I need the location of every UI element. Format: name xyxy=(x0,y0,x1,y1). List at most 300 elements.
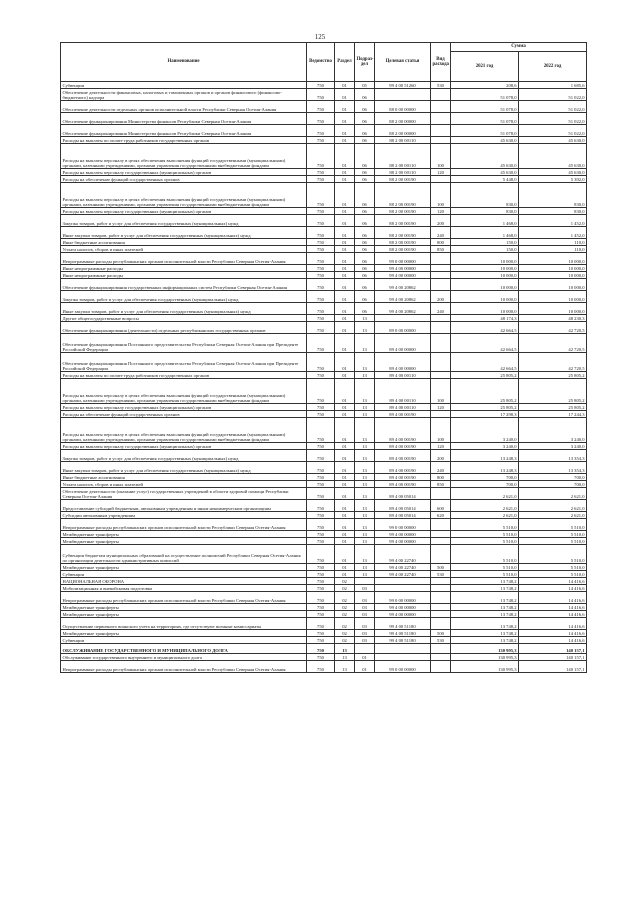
table-cell-podrazdel: 13 xyxy=(355,488,375,500)
table-row xyxy=(61,169,587,176)
table-cell-cel: 88 0 00 00000 xyxy=(375,101,431,113)
table-cell-razdel: 02 xyxy=(335,585,355,592)
table-cell-name: Непрограммные расходы республиканских органов исполнительной власти Республики Северная Осетия-Алания xyxy=(61,519,307,531)
table-cell-podrazdel: 06 xyxy=(355,169,375,176)
table-cell-2022: 45 630,0 xyxy=(519,144,587,169)
table-cell-cel xyxy=(375,578,431,585)
table-cell-2022: 14 416,6 xyxy=(519,630,587,637)
table-cell-name: Обеспечение функционирования Постоянного представительства Республики Северная Осетия-Алания при Президенте Российской Федерации xyxy=(61,334,307,353)
table-cell-name: Субвенции бюджетам муниципальных образований на осуществление полномочий Республики Северная Осетия-Алания по организации деятельности административных комиссий xyxy=(61,545,307,564)
table-cell-name: Иные закупки товаров, работ и услуг для обеспечения государственных (муниципальных) нужд xyxy=(61,462,307,474)
table-cell-podrazdel: 13 xyxy=(355,315,375,322)
table-cell-ved: 750 xyxy=(307,604,335,611)
table-cell-vid: 530 xyxy=(431,82,451,89)
table-cell-podrazdel xyxy=(355,644,375,654)
table-row xyxy=(61,239,587,246)
table-cell-2021: 1 468,0 xyxy=(451,227,519,239)
table-cell-podrazdel: 06 xyxy=(355,279,375,291)
table-cell-cel: 89 4 00 00190 xyxy=(375,450,431,462)
table-cell-razdel: 01 xyxy=(335,443,355,450)
table-cell-cel: 89 4 00 00000 xyxy=(375,334,431,353)
table-cell-2021: 13 748,2 xyxy=(451,604,519,611)
table-cell-vid xyxy=(431,322,451,334)
table-cell-razdel: 01 xyxy=(335,571,355,578)
table-cell-cel: 88 2 00 00000 xyxy=(375,125,431,137)
table-cell-podrazdel: 06 xyxy=(355,272,375,279)
table-cell-podrazdel: 06 xyxy=(355,253,375,265)
table-cell-razdel: 01 xyxy=(335,404,355,411)
table-cell-vid: 240 xyxy=(431,227,451,239)
table-cell-name: Иные закупки товаров, работ и услуг для обеспечения государственных (муниципальных) нужд xyxy=(61,303,307,315)
table-cell-2022: 5 510,0 xyxy=(519,519,587,531)
table-cell-2021: 10 000,0 xyxy=(451,265,519,272)
table-cell-ved: 750 xyxy=(307,418,335,443)
table-cell-2022: 51 022,0 xyxy=(519,89,587,101)
table-cell-2021: 10 000,0 xyxy=(451,279,519,291)
table-cell-name: Закупка товаров, работ и услуг для обеспечения государственных (муниципальных) нужд xyxy=(61,215,307,227)
table-cell-razdel: 01 xyxy=(335,89,355,101)
table-cell-2021: 2 621,0 xyxy=(451,500,519,512)
table-row xyxy=(61,585,587,592)
table-row xyxy=(61,246,587,253)
table-cell-vid: 100 xyxy=(431,144,451,169)
table-cell-razdel: 01 xyxy=(335,512,355,519)
table-cell-2022: 45 630,0 xyxy=(519,169,587,176)
table-cell-2021: 150,0 xyxy=(451,239,519,246)
table-cell-razdel: 01 xyxy=(335,125,355,137)
table-cell-podrazdel: 13 xyxy=(355,474,375,481)
table-cell-2022: 17 244,3 xyxy=(519,411,587,418)
table-cell-ved: 750 xyxy=(307,644,335,654)
table-cell-cel xyxy=(375,654,431,661)
table-cell-razdel: 13 xyxy=(335,654,355,661)
table-cell-cel: 88 2 00 00190 xyxy=(375,239,431,246)
table-cell-ved: 750 xyxy=(307,125,335,137)
table-cell-name: Межбюджетные трансферты xyxy=(61,611,307,618)
table-row xyxy=(61,265,587,272)
table-cell-2022: 3 240,0 xyxy=(519,418,587,443)
table-cell-podrazdel: 06 xyxy=(355,291,375,303)
table-cell-2021: 5 510,0 xyxy=(451,531,519,538)
table-cell-ved: 750 xyxy=(307,538,335,545)
table-cell-ved: 750 xyxy=(307,227,335,239)
table-cell-2021: 51 078,0 xyxy=(451,125,519,137)
table-cell-ved: 750 xyxy=(307,545,335,564)
table-row xyxy=(61,315,587,322)
table-cell-razdel: 01 xyxy=(335,208,355,215)
table-row xyxy=(61,604,587,611)
table-cell-2022: 5 510,0 xyxy=(519,538,587,545)
table-cell-razdel: 01 xyxy=(335,353,355,372)
table-cell-ved: 750 xyxy=(307,411,335,418)
header-podrazdel: Подраз-дел xyxy=(355,43,375,82)
table-cell-cel xyxy=(375,585,431,592)
table-cell-ved: 750 xyxy=(307,169,335,176)
table-cell-name: Обеспечение деятельности отдельных органов исполнительной власти Республики Северная Осетия-Алания xyxy=(61,101,307,113)
table-cell-2021: 5 510,0 xyxy=(451,571,519,578)
table-cell-podrazdel: 06 xyxy=(355,144,375,169)
table-cell-vid xyxy=(431,538,451,545)
table-row xyxy=(61,279,587,291)
table-cell-razdel: 01 xyxy=(335,418,355,443)
table-cell-2021: 1 468,0 xyxy=(451,215,519,227)
table-cell-name: Расходы на выплаты персоналу государственных (муниципальных) органов xyxy=(61,404,307,411)
table-row xyxy=(61,578,587,585)
table-cell-vid xyxy=(431,578,451,585)
table-cell-ved: 750 xyxy=(307,481,335,488)
table-row xyxy=(61,137,587,144)
table-cell-vid xyxy=(431,253,451,265)
table-cell-razdel: 01 xyxy=(335,239,355,246)
table-cell-name: Расходы на выплаты персоналу в целях обеспечения выполнения функций государственными (муниципальными) органами, казенными учреждениями, органами управления государственными внебюджетными фондами xyxy=(61,144,307,169)
table-cell-vid xyxy=(431,411,451,418)
table-cell-2021: 10 000,0 xyxy=(451,291,519,303)
table-cell-name: Расходы на выплаты персоналу в целях обеспечения выполнения функций государственными (муниципальными) органами, казенными учреждениями, органами управления государственными внебюджетными фондами xyxy=(61,183,307,208)
table-cell-podrazdel: 03 xyxy=(355,618,375,630)
table-row xyxy=(61,462,587,474)
table-cell-2022: 48 230,3 xyxy=(519,315,587,322)
table-cell-cel: 89 4 00 00110 xyxy=(375,379,431,404)
table-cell-name: Обеспечение деятельности финансовых, налоговых и таможенных органов и органов финансового (финансово-бюджетного) надзора xyxy=(61,89,307,101)
table-row xyxy=(61,208,587,215)
table-cell-2022: 10 000,0 xyxy=(519,253,587,265)
table-cell-vid: 800 xyxy=(431,239,451,246)
table-cell-podrazdel: 01 xyxy=(355,661,375,673)
table-cell-ved: 750 xyxy=(307,315,335,322)
table-cell-2022: 110,0 xyxy=(519,246,587,253)
table-cell-podrazdel: 06 xyxy=(355,208,375,215)
table-cell-2022: 10 000,0 xyxy=(519,303,587,315)
table-cell-name: ОБСЛУЖИВАНИЕ ГОСУДАРСТВЕННОГО И МУНИЦИПАЛЬНОГО ДОЛГА xyxy=(61,644,307,654)
table-cell-ved: 750 xyxy=(307,144,335,169)
header-vid: Вид расхода xyxy=(431,43,451,82)
table-row xyxy=(61,571,587,578)
table-cell-name: Обслуживание государственного внутреннего и муниципального долга xyxy=(61,654,307,661)
header-name: Наименование xyxy=(61,43,307,82)
header-year-2021: 2021 год xyxy=(451,52,519,82)
table-cell-2022: 14 416,6 xyxy=(519,592,587,604)
table-cell-ved: 750 xyxy=(307,113,335,125)
table-cell-2022: 51 022,0 xyxy=(519,125,587,137)
table-cell-ved: 750 xyxy=(307,450,335,462)
table-cell-ved: 750 xyxy=(307,618,335,630)
table-cell-name: Субвенции xyxy=(61,637,307,644)
table-cell-cel: 99 4 00 22740 xyxy=(375,545,431,564)
table-cell-razdel: 01 xyxy=(335,101,355,113)
table-cell-2022: 14 416,6 xyxy=(519,604,587,611)
table-cell-2022: 42 720,5 xyxy=(519,353,587,372)
table-cell-razdel: 01 xyxy=(335,372,355,379)
table-cell-razdel: 01 xyxy=(335,488,355,500)
table-cell-name: Уплата налогов, сборов и иных платежей xyxy=(61,481,307,488)
table-cell-razdel: 01 xyxy=(335,545,355,564)
table-cell-vid xyxy=(431,272,451,279)
table-cell-2022: 25 805,2 xyxy=(519,404,587,411)
table-cell-2022: 5 510,0 xyxy=(519,545,587,564)
table-cell-2021: 13 248,3 xyxy=(451,450,519,462)
table-cell-podrazdel: 13 xyxy=(355,538,375,545)
table-row xyxy=(61,644,587,654)
table-cell-ved: 750 xyxy=(307,353,335,372)
table-cell-ved: 750 xyxy=(307,246,335,253)
table-row xyxy=(61,291,587,303)
table-cell-2022: 45 630,0 xyxy=(519,137,587,144)
table-row xyxy=(61,183,587,208)
table-cell-2022: 14 416,6 xyxy=(519,578,587,585)
table-cell-vid: 530 xyxy=(431,571,451,578)
table-cell-ved: 750 xyxy=(307,531,335,538)
table-cell-name: Закупка товаров, работ и услуг для обеспечения государственных (муниципальных) нужд xyxy=(61,291,307,303)
table-cell-razdel: 01 xyxy=(335,411,355,418)
table-cell-cel xyxy=(375,89,431,101)
table-cell-vid xyxy=(431,644,451,654)
table-cell-podrazdel: 13 xyxy=(355,334,375,353)
table-cell-2021: 208,6 xyxy=(451,82,519,89)
table-cell-2022: 51 022,0 xyxy=(519,101,587,113)
table-cell-vid xyxy=(431,488,451,500)
table-cell-podrazdel: 06 xyxy=(355,89,375,101)
table-cell-podrazdel: 01 xyxy=(355,654,375,661)
table-cell-2021: 3 240,0 xyxy=(451,443,519,450)
table-cell-cel: 99 0 00 00000 xyxy=(375,253,431,265)
table-cell-ved: 750 xyxy=(307,488,335,500)
table-cell-2022: 14 416,6 xyxy=(519,585,587,592)
table-cell-name: Межбюджетные трансферты xyxy=(61,604,307,611)
table-cell-2022: 10 000,0 xyxy=(519,265,587,272)
table-cell-ved: 750 xyxy=(307,443,335,450)
table-cell-podrazdel: 13 xyxy=(355,512,375,519)
table-cell-name: Иные закупки товаров, работ и услуг для обеспечения государственных (муниципальных) нужд xyxy=(61,227,307,239)
page-number: 125 xyxy=(314,33,326,41)
table-cell-ved: 750 xyxy=(307,253,335,265)
table-cell-2022: 830,0 xyxy=(519,183,587,208)
table-cell-razdel: 01 xyxy=(335,227,355,239)
table-cell-2022: 3 240,0 xyxy=(519,443,587,450)
table-cell-razdel: 01 xyxy=(335,82,355,89)
table-cell-2021: 700,0 xyxy=(451,474,519,481)
table-cell-podrazdel: 13 xyxy=(355,443,375,450)
table-cell-name: Иные непрограммные расходы xyxy=(61,265,307,272)
table-cell-ved: 750 xyxy=(307,279,335,291)
table-cell-razdel: 02 xyxy=(335,637,355,644)
table-cell-podrazdel: 13 xyxy=(355,531,375,538)
table-row xyxy=(61,227,587,239)
table-cell-podrazdel: 06 xyxy=(355,183,375,208)
table-cell-ved: 750 xyxy=(307,82,335,89)
budget-table xyxy=(60,42,587,673)
table-row xyxy=(61,176,587,183)
table-cell-2021: 150,0 xyxy=(451,246,519,253)
table-row xyxy=(61,322,587,334)
table-cell-cel: 89 4 00 05014 xyxy=(375,500,431,512)
table-cell-cel: 88 2 00 00190 xyxy=(375,176,431,183)
table-row xyxy=(61,500,587,512)
table-cell-podrazdel: 13 xyxy=(355,481,375,488)
table-cell-cel: 89 4 00 00190 xyxy=(375,418,431,443)
table-cell-podrazdel: 06 xyxy=(355,215,375,227)
table-cell-ved: 750 xyxy=(307,379,335,404)
table-cell-2021: 5 510,0 xyxy=(451,564,519,571)
table-cell-podrazdel: 03 xyxy=(355,592,375,604)
table-cell-name: Расходы на выплаты персоналу в целях обеспечения выполнения функций государственными (муниципальными) органами, казенными учреждениями, органами управления государственными внебюджетными фондами xyxy=(61,418,307,443)
table-cell-podrazdel: 13 xyxy=(355,571,375,578)
table-cell-cel: 99 0 00 00000 xyxy=(375,592,431,604)
table-cell-ved: 750 xyxy=(307,322,335,334)
table-cell-vid xyxy=(431,654,451,661)
table-row xyxy=(61,637,587,644)
table-cell-ved: 750 xyxy=(307,564,335,571)
table-cell-razdel: 01 xyxy=(335,379,355,404)
table-cell-name: Расходы на обеспечение функций государственных органов xyxy=(61,411,307,418)
table-cell-name: Обеспечение деятельности (оказание услуг) государственных учреждений в области здоровой помощи Республики Северная Осетия-Алания xyxy=(61,488,307,500)
table-row xyxy=(61,404,587,411)
table-cell-vid xyxy=(431,101,451,113)
table-cell-vid: 100 xyxy=(431,183,451,208)
table-cell-vid xyxy=(431,176,451,183)
table-cell-2021: 13 248,3 xyxy=(451,462,519,474)
table-cell-name: Другие общегосударственные вопросы xyxy=(61,315,307,322)
table-cell-ved: 750 xyxy=(307,585,335,592)
table-cell-razdel: 13 xyxy=(335,661,355,673)
header-summa: Сумма xyxy=(451,43,587,52)
table-cell-cel: 88 2 00 00000 xyxy=(375,113,431,125)
table-cell-vid: 500 xyxy=(431,564,451,571)
table-cell-cel: 99 4 00 22740 xyxy=(375,564,431,571)
table-cell-name: Обеспечение функционирования Постоянного представительства Республики Северная Осетия-Алания при Президенте Российской Федерации xyxy=(61,353,307,372)
table-cell-name: Закупка товаров, работ и услуг для обеспечения государственных (муниципальных) нужд xyxy=(61,450,307,462)
table-cell-cel: 99 0 00 00000 xyxy=(375,519,431,531)
table-cell-2022: 700,0 xyxy=(519,481,587,488)
table-cell-name: Осуществление первичного воинского учета на территориях, где отсутствуют военные комиссариаты xyxy=(61,618,307,630)
table-cell-vid xyxy=(431,125,451,137)
table-cell-2022: 25 805,2 xyxy=(519,372,587,379)
table-cell-podrazdel: 06 xyxy=(355,227,375,239)
table-cell-2021: 13 748,2 xyxy=(451,618,519,630)
table-cell-razdel: 02 xyxy=(335,592,355,604)
table-cell-2022: 1 685,6 xyxy=(519,82,587,89)
table-cell-2022: 14 416,6 xyxy=(519,611,587,618)
table-cell-2022: 14 416,6 xyxy=(519,618,587,630)
table-cell-cel: 99 4 00 51180 xyxy=(375,618,431,630)
table-cell-cel: 99 4 00 22740 xyxy=(375,571,431,578)
table-cell-cel: 99 0 00 00000 xyxy=(375,661,431,673)
table-cell-cel: 99 4 00 51180 xyxy=(375,630,431,637)
table-cell-2021: 51 078,0 xyxy=(451,113,519,125)
table-cell-razdel: 01 xyxy=(335,531,355,538)
table-cell-ved: 750 xyxy=(307,239,335,246)
table-cell-ved: 750 xyxy=(307,89,335,101)
table-cell-razdel: 01 xyxy=(335,474,355,481)
table-cell-cel: 88 2 00 00190 xyxy=(375,227,431,239)
table-cell-name: Субсидии автономным учреждениям xyxy=(61,512,307,519)
table-cell-vid xyxy=(431,585,451,592)
table-cell-2022: 140 157,1 xyxy=(519,644,587,654)
table-row xyxy=(61,545,587,564)
table-cell-podrazdel: 06 xyxy=(355,125,375,137)
table-row xyxy=(61,89,587,101)
table-cell-podrazdel: 03 xyxy=(355,637,375,644)
table-cell-name: Непрограммные расходы республиканских органов исполнительной власти Республики Северная Осетия-Алания xyxy=(61,661,307,673)
header-ved: Ведомство xyxy=(307,43,335,82)
table-cell-2022: 10 000,0 xyxy=(519,279,587,291)
table-cell-2021: 13 748,2 xyxy=(451,578,519,585)
table-cell-name: Расходы на выплаты по оплате труда работников государственных органов xyxy=(61,372,307,379)
table-cell-vid xyxy=(431,611,451,618)
table-cell-cel: 88 2 00 00110 xyxy=(375,169,431,176)
table-cell-podrazdel: 03 xyxy=(355,604,375,611)
table-cell-vid: 850 xyxy=(431,246,451,253)
table-cell-cel: 88 2 00 00190 xyxy=(375,183,431,208)
table-row xyxy=(61,531,587,538)
table-cell-cel: 99 4 00 20862 xyxy=(375,303,431,315)
table-row xyxy=(61,272,587,279)
table-cell-2021: 10 000,0 xyxy=(451,253,519,265)
table-cell-2022: 42 720,5 xyxy=(519,322,587,334)
table-cell-2022: 5 510,0 xyxy=(519,531,587,538)
table-cell-cel: 89 4 00 00190 xyxy=(375,474,431,481)
table-cell-2022: 140 157,1 xyxy=(519,661,587,673)
table-cell-2021: 45 630,0 xyxy=(451,137,519,144)
table-cell-razdel: 01 xyxy=(335,272,355,279)
table-cell-vid xyxy=(431,334,451,353)
table-cell-razdel: 02 xyxy=(335,604,355,611)
table-cell-cel: 88 2 00 00110 xyxy=(375,137,431,144)
table-row xyxy=(61,618,587,630)
table-cell-name: Расходы на выплаты персоналу в целях обеспечения выполнения функций государственными (муниципальными) органами, казенными учреждениями, органами управления государственными внебюджетными фондами xyxy=(61,379,307,404)
table-cell-2021: 130 995,3 xyxy=(451,661,519,673)
table-cell-vid: 120 xyxy=(431,169,451,176)
table-cell-vid xyxy=(431,265,451,272)
table-cell-vid: 620 xyxy=(431,512,451,519)
table-cell-2022: 140 157,1 xyxy=(519,654,587,661)
table-cell-podrazdel: 06 xyxy=(355,303,375,315)
table-cell-cel: 88 2 00 00190 xyxy=(375,215,431,227)
table-cell-2022: 42 720,5 xyxy=(519,334,587,353)
table-cell-cel: 99 4 00 00000 xyxy=(375,272,431,279)
table-body xyxy=(61,82,587,673)
table-cell-cel: 89 4 00 00190 xyxy=(375,443,431,450)
table-cell-ved: 750 xyxy=(307,630,335,637)
table-cell-2021: 130 995,3 xyxy=(451,654,519,661)
table-cell-2021: 10 000,0 xyxy=(451,272,519,279)
table-cell-name: Иные бюджетные ассигнования xyxy=(61,474,307,481)
table-cell-2022: 51 022,0 xyxy=(519,113,587,125)
table-cell-cel: 99 4 00 51180 xyxy=(375,637,431,644)
table-cell-ved: 750 xyxy=(307,208,335,215)
table-row xyxy=(61,592,587,604)
table-cell-2021: 13 748,2 xyxy=(451,630,519,637)
table-cell-ved: 750 xyxy=(307,512,335,519)
table-cell-podrazdel: 13 xyxy=(355,450,375,462)
table-cell-ved: 750 xyxy=(307,291,335,303)
table-cell-podrazdel: 13 xyxy=(355,500,375,512)
table-cell-cel: 89 4 00 00190 xyxy=(375,481,431,488)
table-row xyxy=(61,303,587,315)
table-cell-name: Мобилизационная и вневойсковая подготовка xyxy=(61,585,307,592)
table-cell-name: НАЦИОНАЛЬНАЯ ОБОРОНА xyxy=(61,578,307,585)
table-row xyxy=(61,443,587,450)
table-cell-ved: 750 xyxy=(307,101,335,113)
table-cell-podrazdel: 06 xyxy=(355,101,375,113)
header-year-2022: 2022 год xyxy=(519,52,587,82)
table-cell-cel xyxy=(375,644,431,654)
table-cell-podrazdel: 13 xyxy=(355,404,375,411)
table-cell-2021: 25 805,2 xyxy=(451,404,519,411)
table-cell-ved: 750 xyxy=(307,334,335,353)
table-row xyxy=(61,481,587,488)
table-cell-vid: 240 xyxy=(431,303,451,315)
table-cell-cel: 99 4 00 00000 xyxy=(375,538,431,545)
